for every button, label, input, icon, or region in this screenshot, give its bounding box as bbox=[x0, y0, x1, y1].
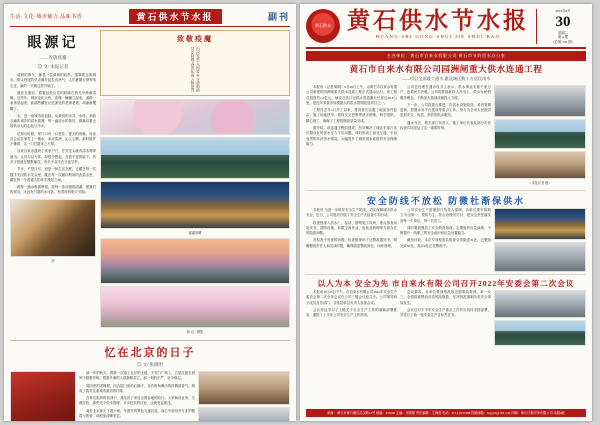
paragraph: 愿每一滴水都被珍惜，愿每一条河流都清澈，愿我们的城市，永远有甘甜的水可饮，有美好的明天可期。 bbox=[10, 185, 96, 195]
article-safety-photos bbox=[494, 208, 586, 272]
article-lead-headline: 黄石市自来水有限公司园洲闸重大供水连通工程 bbox=[349, 64, 543, 75]
left-bottom-photo-col bbox=[10, 371, 76, 421]
left-bottom-article bbox=[10, 344, 290, 421]
rule-1 bbox=[306, 190, 586, 191]
paragraph: 会议要求，各单位要深刻汲取近期事故教训，举一反三，全面排查整治各类风险隐患，坚决防范遏制各类安全事故发生。 bbox=[400, 290, 491, 305]
issue-number: 第 4 期 bbox=[557, 35, 569, 40]
paragraph: 清晨的雾气，像是一层薄薄的轻纱，笼罩着这座城市。街头巷尾的早点摊升起袅袅热气，人们裹紧衣领匆匆走过，新的一天就这样开始了。 bbox=[10, 73, 96, 88]
photo-credit-caption: 林 记／摄影 bbox=[186, 330, 204, 334]
left-article-column bbox=[10, 30, 96, 337]
paragraph: 节水，不是口号，而是一种生活态度。它藏在每一次随手关闭的水龙头里，藏在每一次循环利用的洗菜水里，藏在每一个普通人的举手投足之间。 bbox=[10, 167, 96, 182]
article-committee-photos bbox=[494, 290, 586, 346]
article-committee bbox=[306, 278, 586, 346]
paragraph: 通水当天，相关部门负责人、施工单位代表及部分市民代表共同见证了这一重要时刻。 bbox=[400, 120, 491, 130]
paragraph: 同时要加强员工安全教育培训，定期组织应急演练，不断提升一线职工的安全意识和应急处置能力。 bbox=[400, 225, 491, 236]
paragraph: 工程自去年3月开工以来，建设者们克服了地质条件复杂、施工场地狭窄、管线交叉密集等诸多困难，科学组织、精心施工，确保了工程按期高质量完成。 bbox=[306, 108, 397, 123]
tower-night-photo bbox=[100, 181, 290, 229]
newspaper-title: 黄石供水节水报 bbox=[347, 8, 529, 33]
flower-photo bbox=[100, 99, 290, 135]
ceremony-photo-1 bbox=[494, 85, 586, 117]
paragraph: 那一年的秋天，我第一次踏上北京的土地。天安门广场上，五星红旗在晨风中猎猎作响，观看升旗的人群静默肃立，那一刻的庄严，至今难忘。 bbox=[79, 371, 195, 381]
left-upper-columns bbox=[10, 30, 290, 337]
left-article-byline: ◎ 文/ 本报记者 bbox=[37, 64, 69, 69]
article-lead-columns bbox=[306, 85, 586, 188]
paragraph: 本报讯（记者 陈明）8月28日上午，由黄石市自来水有限公司承建的园洲闸重大供水连通工程正式通水运行。该工程总投资约1.2亿元，铺设各类口径供水管道累计长度达26.8公里，是近年来我市规模最大的供水管网改造项目之一。 bbox=[306, 85, 397, 105]
left-masthead bbox=[10, 9, 290, 27]
left-divider bbox=[10, 340, 290, 341]
article-lead-photos bbox=[494, 85, 586, 188]
poem-box bbox=[100, 30, 290, 96]
tiger-painting bbox=[10, 199, 96, 257]
paragraph: 公司安全生产管理部门负责人强调，各单位要牢固树立'安全第一、预防为主、综合治理'的方针，把安全责任落实到每一个岗位、每一名员工。 bbox=[400, 208, 491, 223]
article-safety-headline: 安全防线不放松 防微杜渐保供水 bbox=[366, 196, 526, 207]
newspaper-logo-icon: 黄石供水 bbox=[306, 9, 340, 43]
left-bottom-title: 忆在北京的日子 bbox=[104, 347, 196, 359]
meeting-photo-1 bbox=[494, 290, 586, 318]
hall-photo bbox=[198, 407, 290, 421]
article-safety-col-2 bbox=[400, 208, 491, 272]
inspection-photo-1 bbox=[494, 208, 586, 240]
inspection-photo-2 bbox=[494, 242, 586, 272]
tiger-painting-caption: 虎 bbox=[51, 258, 55, 263]
left-article-subtitle: ——致敬疫魔 bbox=[39, 55, 67, 60]
article-safety-col-1 bbox=[306, 208, 397, 272]
sunset-road-photo bbox=[100, 238, 290, 284]
paragraph: 本报讯 8月25日下午，市自来水有限公司2022年安全生产委员会第二次全体会议在公司三楼会议室召开。公司领导班子成员及各部门、各基层单位负责人参加会议。 bbox=[306, 290, 397, 305]
article-lead-col-2 bbox=[400, 85, 491, 188]
paragraph: 公司总经理在通水仪式上表示，供水事业关系千家万户，连着民生冷暖。公司将继续秉持'人民至上、供水为民'的服务理念，不断加大基础设施投入力度。 bbox=[400, 85, 491, 100]
article-committee-headline: 以人为本 安全为先 市自来水有限公司召开2022年安委会第二次会议 bbox=[317, 279, 575, 289]
paragraph: 在单位组织的培训中，我结识了来自全国各地的同行。大家畅谈业务、交流经验，那些关于供水管理、节水技术的讨论，让我受益匪浅。 bbox=[79, 396, 195, 406]
sponsor-bar: 主办单位：黄石市自来水有限公司 黄石市节约用水办公室 bbox=[306, 51, 586, 61]
right-footer: 地址：黄石市黄石港区武汉路12号 邮编：435000 主编：李国强 责任编辑：王海燕 电话：0714-6253388 投稿邮箱：hsgsjsb@163.com 印刷：黄石日报印务有限公司 本期4版 bbox=[306, 409, 586, 417]
left-bottom-text-col bbox=[79, 371, 195, 421]
left-masthead-slogan: 生活·文化·城市魅力 品味书香 bbox=[10, 15, 83, 20]
right-page bbox=[300, 4, 592, 421]
left-page bbox=[4, 4, 296, 421]
right-title-wrap bbox=[344, 9, 532, 39]
left-bottom-photos bbox=[198, 371, 290, 421]
paragraph: 我站在窗前，看着远处山峦的轮廓在晨光中渐渐清晰。这些年，城市变化太快，高楼一幢幢立起来，道路一条条宽起来，而那些藏在记忆深处的老街老巷，却渐渐模糊了。 bbox=[10, 90, 96, 111]
paragraph: 会议传达学习了上级关于安全生产工作的最新部署要求，通报了上半年公司安全生产工作情况。 bbox=[306, 307, 397, 318]
article-safety-columns bbox=[306, 208, 586, 272]
left-photo-column bbox=[100, 30, 290, 337]
paragraph: 下一步，公司将重点推进二次供水设施改造、老旧管网更新、智慧水务平台建设等重点工作，努力为全市人民提供更加安全、优质、高效的供水服务。 bbox=[400, 102, 491, 118]
issue-day: 30 bbox=[555, 13, 571, 30]
issue-date-box bbox=[536, 9, 586, 44]
issue-total: （总第 378 期） bbox=[551, 39, 575, 44]
newspaper-pinyin: HUANG SHI GONG SHUI JIE SHUI BAO bbox=[375, 34, 501, 39]
poem-body: 山河无恙 人间皆安 守望相助 共克时艰 春风化雨 万物复苏 bbox=[191, 46, 201, 92]
right-masthead bbox=[306, 9, 586, 49]
article-committee-col-1 bbox=[306, 290, 397, 346]
paragraph: 截至目前，本次专项检查共排查各类隐患32处，已整改完成30处，其余2处正在整改中。 bbox=[400, 238, 491, 248]
left-masthead-section: 副刊 bbox=[267, 12, 290, 22]
ceremony-photo-2 bbox=[494, 119, 586, 149]
paragraph: 本报讯 为进一步筑牢安全生产防线，切实保障城市供水安全，近日，公司组织开展了安全生产大检查专项行动。 bbox=[306, 208, 397, 218]
paragraph: 据介绍，该连通工程的建成，有效解决了城区东部片区长期存在的供水压力不足问题，同时形成了南北互通、东西连贯的环状供水格局，大幅提升了城市供水系统的安全保障能力。 bbox=[306, 125, 397, 146]
article-lead bbox=[306, 64, 586, 188]
left-bottom-byline: ◎ 文/ 张晓明 bbox=[137, 362, 163, 367]
article-lead-col-1 bbox=[306, 85, 397, 188]
issue-month: 2022年8月 bbox=[555, 9, 571, 13]
paragraph: 后来自来水通到了家家户户，拧开龙头就有清水哗哗流出。人们习以为常，却很少想起，在看不见的地下，有多少管道在默默输送，有多少双手在日夜守护。 bbox=[10, 149, 96, 164]
paragraph: 水，是一座城市的血脉。从最初的水井、水塔，到如今遍布城乡的供水管网，每一滴清水的背后，都凝结着无数供水人的心血与汗水。 bbox=[10, 113, 96, 129]
left-article-title: 眼源记 bbox=[27, 36, 79, 51]
meeting-photo-2 bbox=[494, 320, 586, 346]
poem-title: 致敬疫魔 bbox=[177, 35, 213, 43]
paragraph: 记得小时候，家门口有一口老井。夏天的傍晚，母亲总会从井里打上一桶水，冰凉清冽，沁人心脾。那时候并不懂得，这一口甘甜来之不易。 bbox=[10, 131, 96, 147]
rule-2 bbox=[306, 274, 586, 275]
pipeline-photo bbox=[494, 151, 586, 179]
tower-night-caption: 磁湖晨曦 bbox=[188, 231, 202, 235]
paragraph: 对检查中发现的问题，检查组现场下达整改通知书，明确整改责任人和完成时限，确保隐患整改到位、闭环管理。 bbox=[306, 238, 397, 248]
left-article-body bbox=[10, 73, 96, 196]
pipeline-photo-caption: （本报记者 摄） bbox=[528, 181, 552, 186]
left-bottom-columns bbox=[10, 371, 290, 421]
paragraph: 会议还对下半年安全生产重点工作作出具体安排部署，并签订了新一轮安全生产目标责任书。 bbox=[400, 307, 491, 318]
article-committee-col-2 bbox=[400, 290, 491, 346]
lake-city-photo bbox=[100, 137, 290, 179]
paragraph: 离开北京那天下着小雨。车窗外的景色飞速后退，而心中那份对专业的敬畏与热爱，却愈加清晰坚定。 bbox=[79, 408, 195, 418]
red-wall-photo bbox=[10, 371, 76, 421]
article-lead-subhead: ——项目全面竣工通水 惠及城区数十万居民用水 bbox=[401, 76, 491, 82]
article-committee-columns bbox=[306, 290, 586, 346]
article-safety bbox=[306, 194, 586, 272]
left-masthead-banner: 黄石供水节水报 bbox=[129, 9, 222, 24]
paragraph: 胡同里的老槐树，四合院门前的石狮子，还有街角飘出的炸酱面香气，构成了我对这座城市最初的印象。 bbox=[79, 383, 195, 393]
cherry-blossom-photo bbox=[100, 286, 290, 328]
interior-photo bbox=[198, 371, 290, 405]
issue-weekday: 星期二 bbox=[557, 30, 569, 35]
paragraph: 检查组深入各水厂、泵站、管网施工现场，重点排查用电安全、消防设施、有限空间作业、危化品管理等方面存在的隐患问题。 bbox=[306, 220, 397, 236]
